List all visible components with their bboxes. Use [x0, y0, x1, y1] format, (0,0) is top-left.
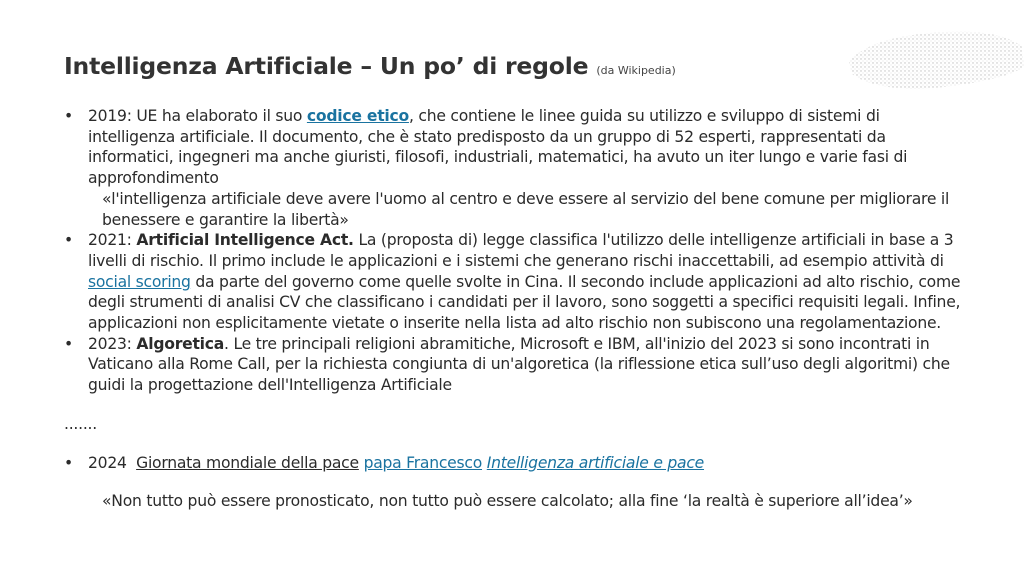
algoretica-label: Algoretica [136, 334, 225, 353]
title-source-note: (da Wikipedia) [596, 64, 676, 77]
text-2019-body: , che contiene le linee guida su utilizzo e sviluppo di sistemi di intelligenza artificiale. Il documento, che è stato predisposto da un gruppo di 52 esperti, rappresentati da informatici, ingegneri ma anche giuristi, filosofi, industriali, matematici, ha avuto un iter lungo e varie fasi di approfondimento [88, 107, 908, 188]
year-2023: 2023: [88, 334, 137, 353]
list-item-2024 [64, 453, 964, 474]
final-quote: «Non tutto può essere pronosticato, non tutto può essere calcolato; alla fine ‘la realtà è superiore all’idea’» [102, 492, 913, 511]
slide-content [64, 106, 964, 512]
social-scoring-link[interactable]: social scoring [88, 272, 191, 291]
ia-e-pace-link[interactable]: Intelligenza artificiale e pace [486, 453, 705, 472]
year-2021: 2021: [88, 231, 137, 250]
year-2024: 2024 [88, 453, 127, 472]
codice-etico-link[interactable]: codice etico [306, 107, 409, 125]
list-item-2021 [64, 230, 964, 334]
giornata-pace-link[interactable]: Giornata mondiale della pace [136, 453, 359, 472]
year-2019: 2019 [88, 107, 127, 125]
spacer [64, 435, 964, 453]
ellipsis: ....... [64, 414, 97, 433]
page-title [64, 52, 676, 80]
speckle-decoration [824, 22, 1024, 102]
list-item-2019 [64, 106, 964, 230]
text-2021-intro: La (proposta di) legge classifica l'utilizzo delle intelligenze artificiali in base a 3 livelli di rischio. Il primo include le applicazioni e i sistemi che generano rischi inaccettabili, ad esempio attività di [88, 231, 954, 270]
list-item-2023 [64, 334, 964, 396]
ai-act-label: Artificial Intelligence Act. [136, 231, 354, 250]
quote-2019: «l'intelligenza artificiale deve avere l'uomo al centro e deve essere al servizio del bene comune per migliorare il benessere e garantire la libertà» [102, 189, 950, 229]
spacer [64, 473, 964, 491]
text-2023-body: . Le tre principali religioni abramitiche, Microsoft e IBM, all'inizio del 2023 si sono incontrati in Vaticano alla Rome Call, per la richiesta congiunta di un'algoretica (la riflessione etica sull’uso degli algoritmi) che guidi la progettazione dell'Intelligenza Artificiale [88, 334, 950, 395]
text-2021-body: da parte del governo come quelle svolte in Cina. Il secondo include applicazioni ad alto rischio, come degli strumenti di analisi CV che classificano i candidati per il lavoro, sono soggetti a specifici requisiti legali. Infine, applicazioni non esplicitamente vietate o inserite nella lista ad alto rischio non subiscono una regolamentazione. [88, 272, 961, 333]
title-text: Intelligenza Artificiale – Un po’ di regole [64, 52, 589, 80]
papa-francesco-link[interactable]: papa Francesco [363, 453, 483, 472]
spacer [64, 396, 964, 414]
text-2019-intro: : UE ha elaborato il suo [126, 107, 307, 125]
